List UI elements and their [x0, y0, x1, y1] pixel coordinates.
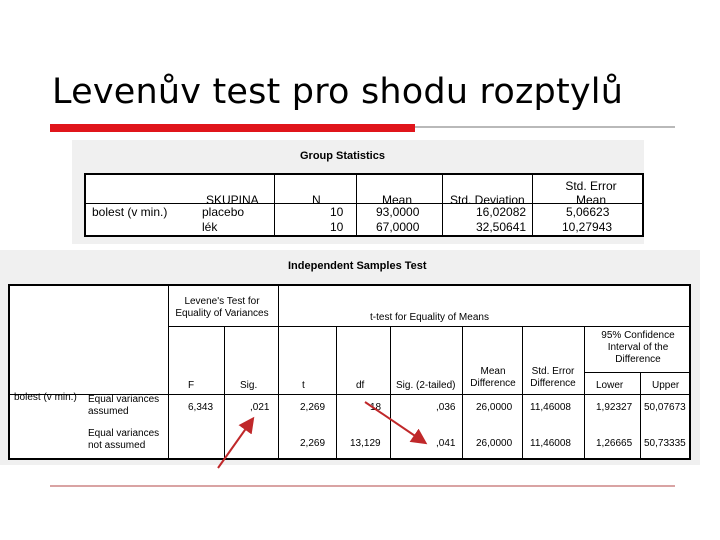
- mean-diff-assumed: 26,0000: [476, 402, 513, 413]
- levene-header: Levene's Test for Equality of Variances: [175, 296, 269, 319]
- std-err-placebo: 5,06623: [566, 205, 610, 219]
- sig-value: ,021: [250, 402, 270, 413]
- header-std-deviation: Std. Deviation: [450, 193, 525, 207]
- ci-header: 95% Confidence Interval of the Difference: [601, 330, 675, 365]
- header-group: SKUPINA: [206, 193, 259, 207]
- t-assumed: 2,269: [300, 402, 326, 413]
- upper-not-assumed: 50,73335: [644, 438, 686, 449]
- lower-not-assumed: 1,26665: [596, 438, 633, 449]
- col-t: t: [302, 380, 305, 391]
- n-lek: 10: [330, 220, 344, 234]
- sig2-not-assumed: ,041: [436, 438, 456, 449]
- group-lek: lék: [202, 220, 218, 234]
- sig2-assumed: ,036: [436, 402, 456, 413]
- row-label: bolest (v min.): [14, 392, 77, 403]
- upper-assumed: 50,07673: [644, 402, 686, 413]
- col-lower: Lower: [596, 380, 624, 391]
- slide-title: Levenův test pro shodu rozptylů: [52, 72, 624, 112]
- group-statistics-title: Group Statistics: [300, 150, 385, 162]
- n-placebo: 10: [330, 205, 344, 219]
- df-not-assumed: 13,129: [350, 438, 381, 449]
- std-dev-placebo: 16,02082: [476, 205, 527, 219]
- arrow-to-sig: [218, 420, 252, 468]
- col-std-error-difference: Std. Error Difference: [530, 366, 576, 389]
- mean-lek: 67,0000: [376, 220, 420, 234]
- col-f: F: [188, 380, 195, 391]
- header-std-error: Std. Error Mean: [565, 179, 617, 207]
- t-not-assumed: 2,269: [300, 438, 326, 449]
- arrow-to-sig-2-tailed: [365, 402, 424, 442]
- std-dev-lek: 32,50641: [476, 220, 527, 234]
- ttest-header: t-test for Equality of Means: [370, 312, 489, 323]
- mean-placebo: 93,0000: [376, 205, 420, 219]
- lower-assumed: 1,92327: [596, 402, 633, 413]
- group-placebo: placebo: [202, 205, 245, 219]
- col-mean-difference: Mean Difference: [470, 366, 516, 389]
- col-df: df: [356, 380, 365, 391]
- col-sig: Sig.: [240, 380, 258, 391]
- f-value: 6,343: [188, 402, 214, 413]
- std-err-lek: 10,27943: [562, 220, 613, 234]
- header-n: N: [312, 193, 321, 207]
- df-assumed: 18: [370, 402, 382, 413]
- se-diff-not-assumed: 11,46008: [530, 438, 571, 449]
- col-sig-2-tailed: Sig. (2-tailed): [396, 380, 456, 391]
- header-mean: Mean: [382, 193, 413, 207]
- col-upper: Upper: [652, 380, 680, 391]
- se-diff-assumed: 11,46008: [530, 402, 571, 413]
- row-equal-variances-not-assumed: Equal variances not assumed: [88, 428, 160, 451]
- independent-samples-title: Independent Samples Test: [288, 260, 427, 272]
- row-label: bolest (v min.): [92, 205, 168, 219]
- row-equal-variances-assumed: Equal variances assumed: [88, 394, 160, 417]
- mean-diff-not-assumed: 26,0000: [476, 438, 513, 449]
